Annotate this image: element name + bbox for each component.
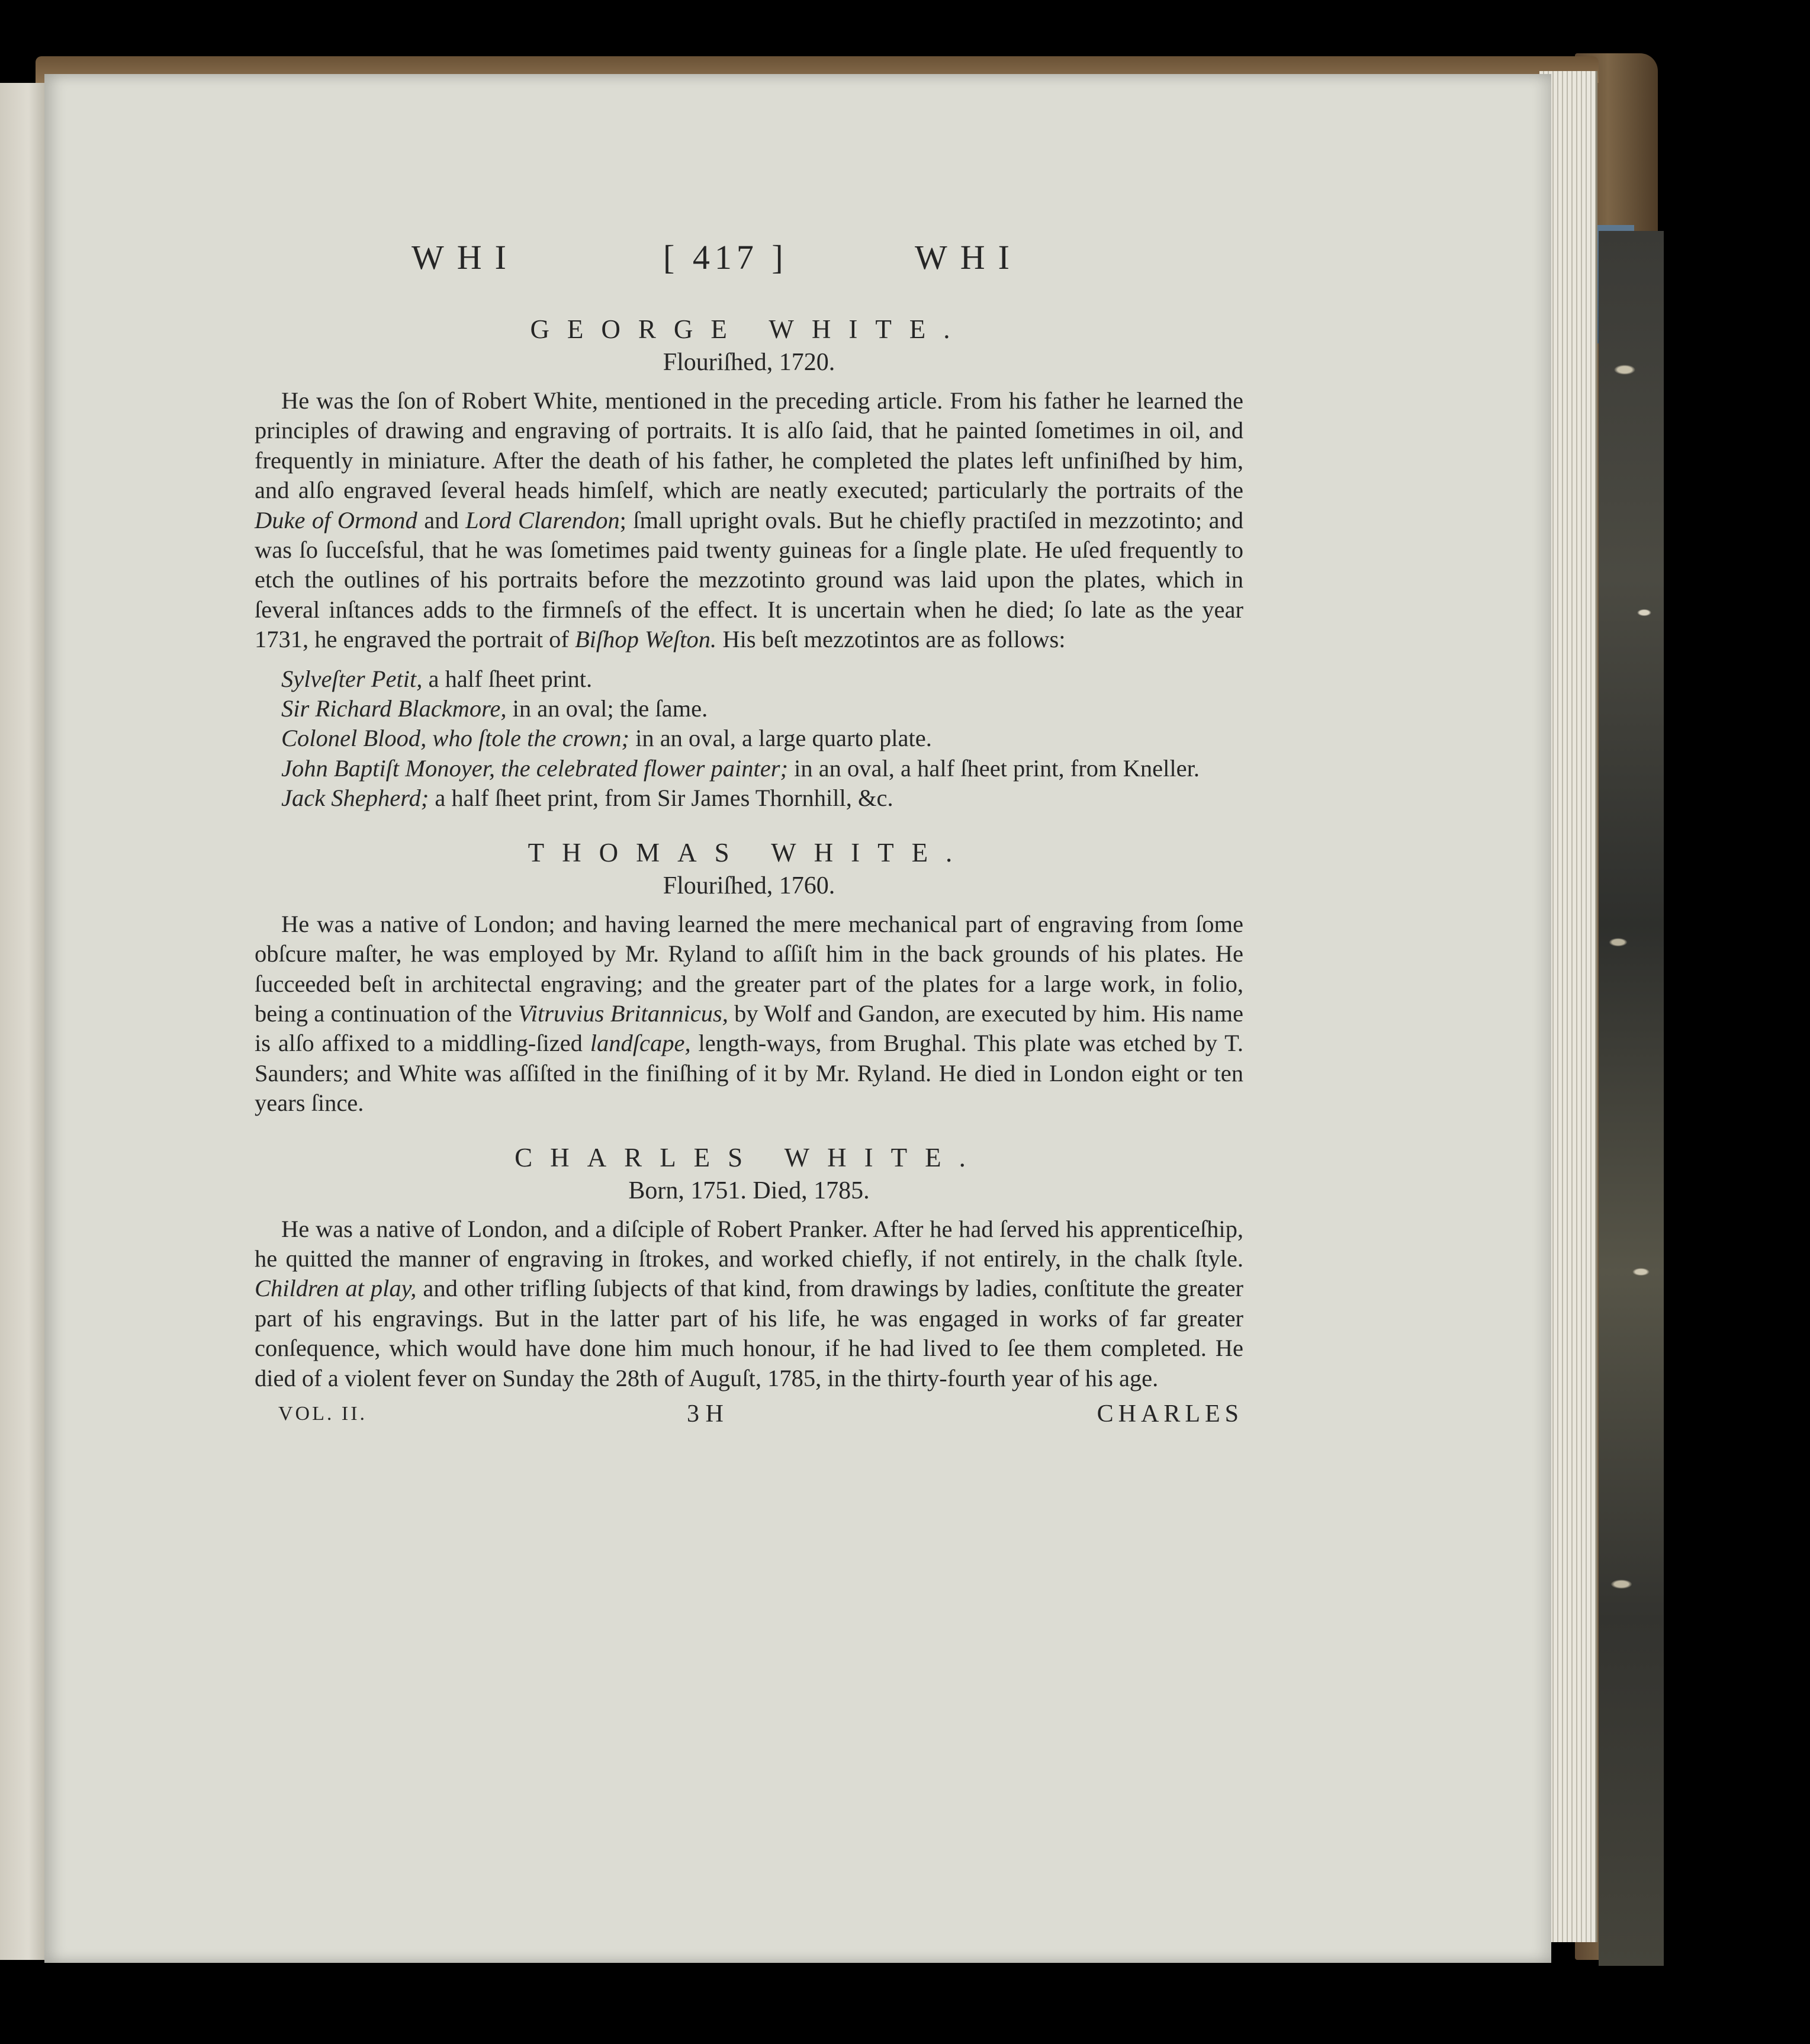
volume-number: VOL. II. — [278, 1402, 368, 1425]
entry-dates: Born, 1751. Died, 1785. — [628, 1177, 870, 1204]
list-item-title: John Baptiſt Monoyer, the celebrated flower painter; — [281, 754, 788, 782]
italic-title: Biſhop Weſton. — [574, 626, 717, 653]
list-item-title: Sir Richard Blackmore, — [281, 695, 507, 722]
paragraph-text: and — [417, 506, 466, 534]
paragraph-text: ; ſmall upright ovals. But he chiefly practiſed in mezzotinto; and was ſo ſucceſsful, that he was ſometimes paid twenty guineas for a ſingle plate. He uſed frequently to etch the outlines of his portraits before the mezzotinto ground was laid upon the plates, which in ſeveral inſtances adds to the firmneſs of the effect. It is uncertain when he died; ſo late as the year 1731, he engraved the portrait of — [255, 506, 1243, 653]
entry-dates: Flouriſhed, 1760. — [663, 872, 835, 899]
page-text — [255, 238, 1243, 1435]
entry-paragraph — [255, 909, 1243, 1119]
italic-title: Lord Clarendon — [465, 506, 620, 534]
paragraph-text: He was the ſon of Robert White, mentioned in the preceding article. From his father he learned the principles of drawing and engraving of portraits. It is alſo ſaid, that he painted ſometimes in oil, and frequently in miniature. After the death of his father, he completed the plates left unfiniſhed by him, and alſo engraved ſeveral heads himſelf, which are neatly executed; particularly the portraits of the — [255, 387, 1243, 504]
entry-heading: CHARLES WHITE. — [515, 1142, 983, 1172]
list-item-text: in an oval, a half ſheet print, from Kneller. — [787, 754, 1200, 782]
list-item-text: a half ſheet print. — [422, 665, 593, 692]
list-item-text: a half ſheet print, from Sir James Thornhill, &c. — [429, 785, 893, 812]
paragraph-text: He was a native of London; and having learned the mere mechanical part of engraving from ſome obſcure maſter, he was employed by Mr. Ryland to aſſiſt him in the back grounds of his plates. He ſucceeded beſt in architectal engraving; and the greater part of the plates for a large work, in folio, being a continuation of the — [255, 910, 1243, 1027]
italic-title: Children at play, — [255, 1275, 417, 1302]
paragraph-text: length-ways, from Brughal. This plate was etched by T. Saunders; and White was aſſiſted in the finiſhing of it by Mr. Ryland. He died in London eight or ten years ſince. — [255, 1030, 1243, 1117]
list-item-text: in an oval, a large quarto plate. — [629, 725, 932, 752]
list-item — [255, 694, 1243, 724]
mezzotinto-list — [255, 664, 1243, 814]
list-item-title: Colonel Blood, who ſtole the crown; — [281, 725, 629, 752]
paragraph-text: He was a native of London, and a diſciple of Robert Pranker. After he had ſerved his apprenticeſhip, he quitted the manner of engraving in ſtrokes, and worked chiefly, if not entirely, in the chalk ſtyle. — [255, 1215, 1243, 1272]
list-item — [255, 664, 1243, 694]
list-item — [255, 754, 1243, 783]
running-head-right: WHI — [915, 238, 1023, 277]
running-head-left: WHI — [411, 238, 519, 277]
entry-paragraph — [255, 1214, 1243, 1393]
page-number: [ 417 ] — [663, 238, 788, 277]
entry-dates: Flouriſhed, 1720. — [663, 349, 835, 376]
page-footer — [255, 1399, 1243, 1435]
entry-heading: THOMAS WHITE. — [528, 837, 970, 867]
paragraph-text: by Wolf and Gandon, are executed by him. His name is alſo affixed to a middling-ſized — [255, 999, 1243, 1057]
left-page-edge — [0, 83, 47, 1960]
marbled-cover — [1599, 231, 1664, 1966]
catchword: CHARLES — [1097, 1400, 1243, 1428]
list-item — [255, 783, 1243, 813]
list-item-title: Sylveſter Petit, — [281, 665, 423, 692]
running-head — [255, 238, 1243, 290]
signature-mark: 3 H — [687, 1400, 724, 1428]
italic-title: Vitruvius Britannicus, — [517, 999, 728, 1027]
italic-title: Duke of Ormond — [255, 506, 417, 534]
italic-title: landſcape, — [590, 1030, 691, 1057]
entry-paragraph — [255, 386, 1243, 655]
list-item — [255, 724, 1243, 753]
paragraph-text: and other trifling ſubjects of that kind, from drawings by ladies, conſtitute the greater part of his engravings. But in the latter part of his life, he was engaged in works of far greater conſequence, which would have done him much honour, if he had lived to ſee them completed. He died of a violent fever on Sunday the 28th of Auguſt, 1785, in the thirty-fourth year of his age. — [255, 1275, 1243, 1391]
list-item-title: Jack Shepherd; — [281, 785, 429, 812]
list-item-text: in an oval; the ſame. — [506, 695, 708, 722]
paragraph-text: His beſt mezzotintos are as follows: — [716, 626, 1066, 653]
entry-heading: GEORGE WHITE. — [530, 314, 968, 344]
